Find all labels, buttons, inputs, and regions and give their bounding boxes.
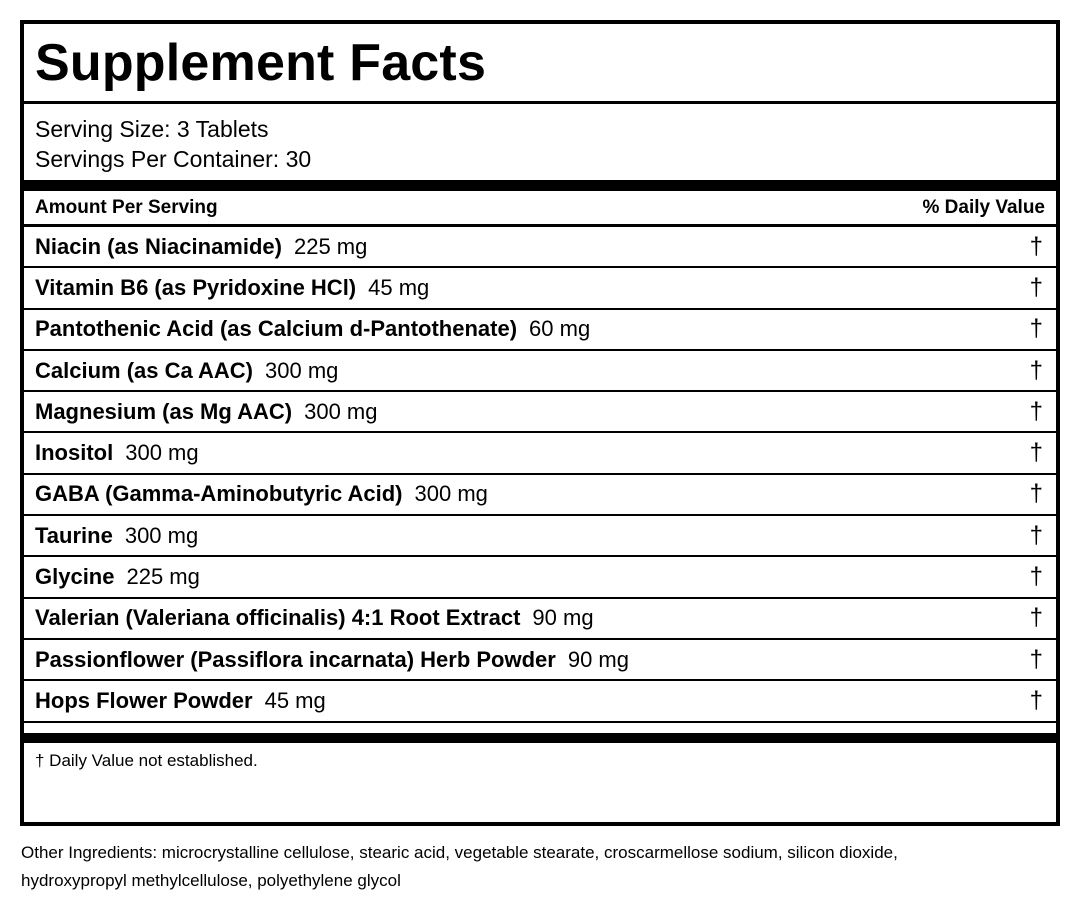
daily-value: † — [1029, 563, 1043, 591]
nutrient-amount: 300 mg — [304, 398, 378, 424]
daily-value: † — [1029, 397, 1043, 425]
nutrient-name: Niacin (as Niacinamide) — [35, 233, 282, 259]
other-ingredients-line-2: hydroxypropyl methylcellulose, polyethylene glycol — [21, 871, 401, 890]
daily-value-label: % Daily Value — [922, 196, 1045, 218]
table-row — [24, 557, 1056, 598]
table-header — [24, 191, 1056, 227]
table-row — [24, 227, 1056, 268]
daily-value: † — [1029, 686, 1043, 714]
nutrient-amount: 90 mg — [532, 605, 594, 631]
thick-divider — [24, 180, 1056, 191]
table-row — [24, 640, 1056, 681]
nutrient-name: Taurine — [35, 522, 113, 548]
daily-value: † — [1029, 480, 1043, 508]
nutrient-list — [24, 227, 1056, 723]
table-row — [24, 268, 1056, 309]
thick-divider-bottom — [24, 733, 1056, 743]
table-row — [24, 475, 1056, 516]
nutrient-amount: 45 mg — [264, 687, 326, 713]
nutrient-name: Valerian (Valeriana officinalis) 4:1 Root Extract — [35, 605, 521, 631]
servings-per-container: Servings Per Container: 30 — [35, 146, 312, 172]
daily-value: † — [1029, 232, 1043, 260]
table-row — [24, 516, 1056, 557]
table-row — [24, 433, 1056, 474]
nutrient-name: Passionflower (Passiflora incarnata) Herb Powder — [35, 646, 556, 672]
other-ingredients-line-1: Other Ingredients: microcrystalline cellulose, stearic acid, vegetable stearate, croscarmellose sodium, silicon dioxide, — [21, 843, 898, 862]
daily-value: † — [1029, 356, 1043, 384]
table-row — [24, 599, 1056, 640]
nutrient-amount: 300 mg — [414, 481, 488, 507]
table-row — [24, 392, 1056, 433]
nutrient-amount: 300 mg — [124, 522, 199, 548]
nutrient-amount: 225 mg — [293, 233, 368, 259]
table-row — [24, 310, 1056, 351]
nutrient-name: Magnesium (as Mg AAC) — [35, 398, 293, 424]
nutrient-amount: 225 mg — [126, 564, 200, 590]
table-row — [24, 351, 1056, 392]
nutrient-name: Pantothenic Acid (as Calcium d-Pantothenate) — [35, 316, 518, 342]
nutrient-amount: 300 mg — [265, 357, 339, 383]
panel-title: Supplement Facts — [24, 24, 1056, 104]
nutrient-name: Vitamin B6 (as Pyridoxine HCl) — [35, 274, 357, 300]
daily-value: † — [1029, 315, 1043, 343]
footnote: † Daily Value not established. — [35, 750, 258, 770]
nutrient-name: GABA (Gamma-Aminobutyric Acid) — [35, 481, 403, 507]
other-ingredients — [21, 839, 1061, 895]
spacer — [24, 723, 1056, 733]
nutrient-name: Glycine — [35, 564, 115, 590]
nutrient-name: Hops Flower Powder — [35, 687, 253, 713]
serving-size: Serving Size: 3 Tablets — [35, 116, 269, 142]
daily-value: † — [1029, 645, 1043, 673]
supplement-facts-panel — [20, 20, 1060, 826]
serving-info — [24, 104, 1056, 180]
daily-value: † — [1029, 273, 1043, 301]
daily-value: † — [1029, 439, 1043, 467]
daily-value: † — [1029, 604, 1043, 632]
nutrient-amount: 45 mg — [368, 274, 430, 300]
table-row — [24, 681, 1056, 722]
daily-value: † — [1029, 521, 1043, 549]
nutrient-amount: 300 mg — [125, 440, 199, 466]
amount-per-serving-label: Amount Per Serving — [35, 196, 218, 218]
nutrient-name: Calcium (as Ca AAC) — [35, 357, 254, 383]
nutrient-amount: 60 mg — [529, 316, 591, 342]
nutrient-name: Inositol — [35, 440, 114, 466]
nutrient-amount: 90 mg — [567, 646, 629, 672]
